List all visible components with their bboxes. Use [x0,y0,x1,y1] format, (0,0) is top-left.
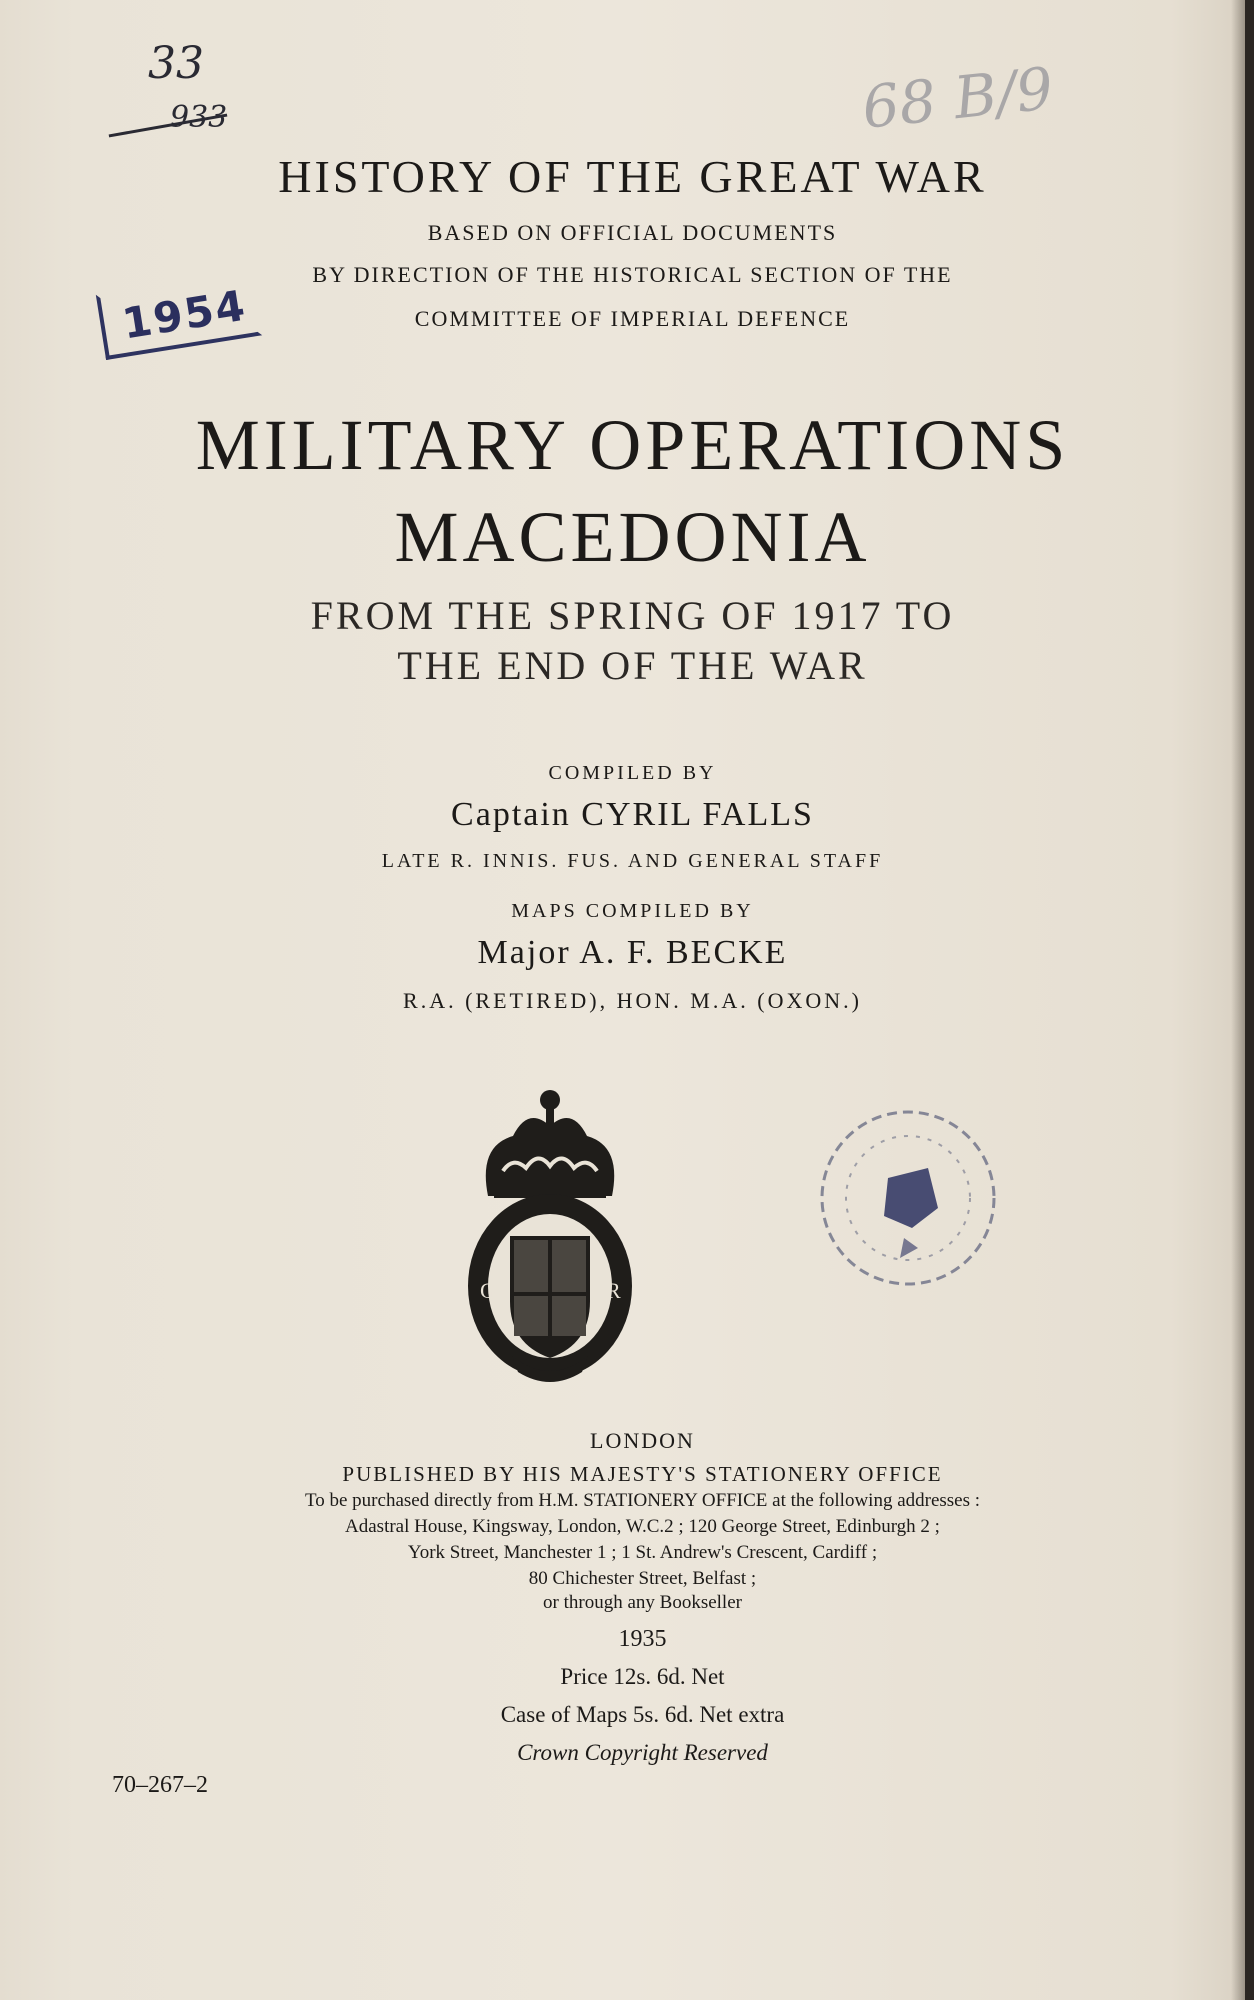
imprint-publisher: PUBLISHED BY HIS MAJESTY'S STATIONERY OFFICE [342,1462,943,1486]
imprint-address-3: York Street, Manchester 1 ; 1 St. Andrew's Crescent, Cardiff ; [407,1542,878,1563]
imprint-address-5: or through any Bookseller [543,1592,742,1613]
imprint-address-2: Adastral House, Kingsway, London, W.C.2 ; 120 George Street, Edinburgh 2 ; [345,1516,940,1537]
crest-letter-right: R [606,1278,621,1303]
pencil-shelfmark: 68 B/9 [858,54,1057,142]
series-line-based: BASED ON OFFICIAL DOCUMENTS [427,220,838,245]
handwritten-number-top: 33 [148,38,204,89]
library-stamp-icon [808,1098,1008,1298]
series-line-committee: COMMITTEE OF IMPERIAL DEFENCE [414,306,851,331]
handwritten-number-second: 933 [170,100,228,135]
imprint-price: Price 12s. 6d. Net [560,1664,725,1689]
crest-letter-left: G [480,1278,496,1303]
book-subtitle-line2: THE END OF THE WAR [397,643,868,688]
imprint-address-1: To be purchased directly from H.M. STATIONERY OFFICE at the following addresses : [304,1490,981,1511]
accession-stamp-number: 1954 [118,280,250,349]
compiled-by-label: COMPILED BY [548,762,717,784]
imprint-maps-price: Case of Maps 5s. 6d. Net extra [500,1702,785,1727]
catalogue-number: 70–267–2 [112,1772,208,1798]
maps-author-name: Major A. F. BECKE [477,934,788,971]
maps-author-detail: R.A. (RETIRED), HON. M.A. (OXON.) [403,988,862,1013]
author-detail: LATE R. INNIS. FUS. AND GENERAL STAFF [381,850,884,872]
book-subtitle-line1: FROM THE SPRING OF 1917 TO [310,593,955,638]
series-line-direction: BY DIRECTION OF THE HISTORICAL SECTION OF THE [312,262,953,287]
royal-crest-icon [458,1086,642,1386]
author-name: Captain CYRIL FALLS [451,796,814,833]
book-title-line2: MACEDONIA [394,497,871,577]
series-title: HISTORY OF THE GREAT WAR [278,151,987,202]
maps-compiled-label: MAPS COMPILED BY [511,900,754,922]
imprint-address-4: 80 Chichester Street, Belfast ; [528,1568,757,1589]
imprint-year: 1935 [618,1626,667,1652]
imprint-city: LONDON [590,1428,695,1453]
imprint-copyright: Crown Copyright Reserved [517,1740,768,1765]
book-title-line1: MILITARY OPERATIONS [195,405,1070,485]
